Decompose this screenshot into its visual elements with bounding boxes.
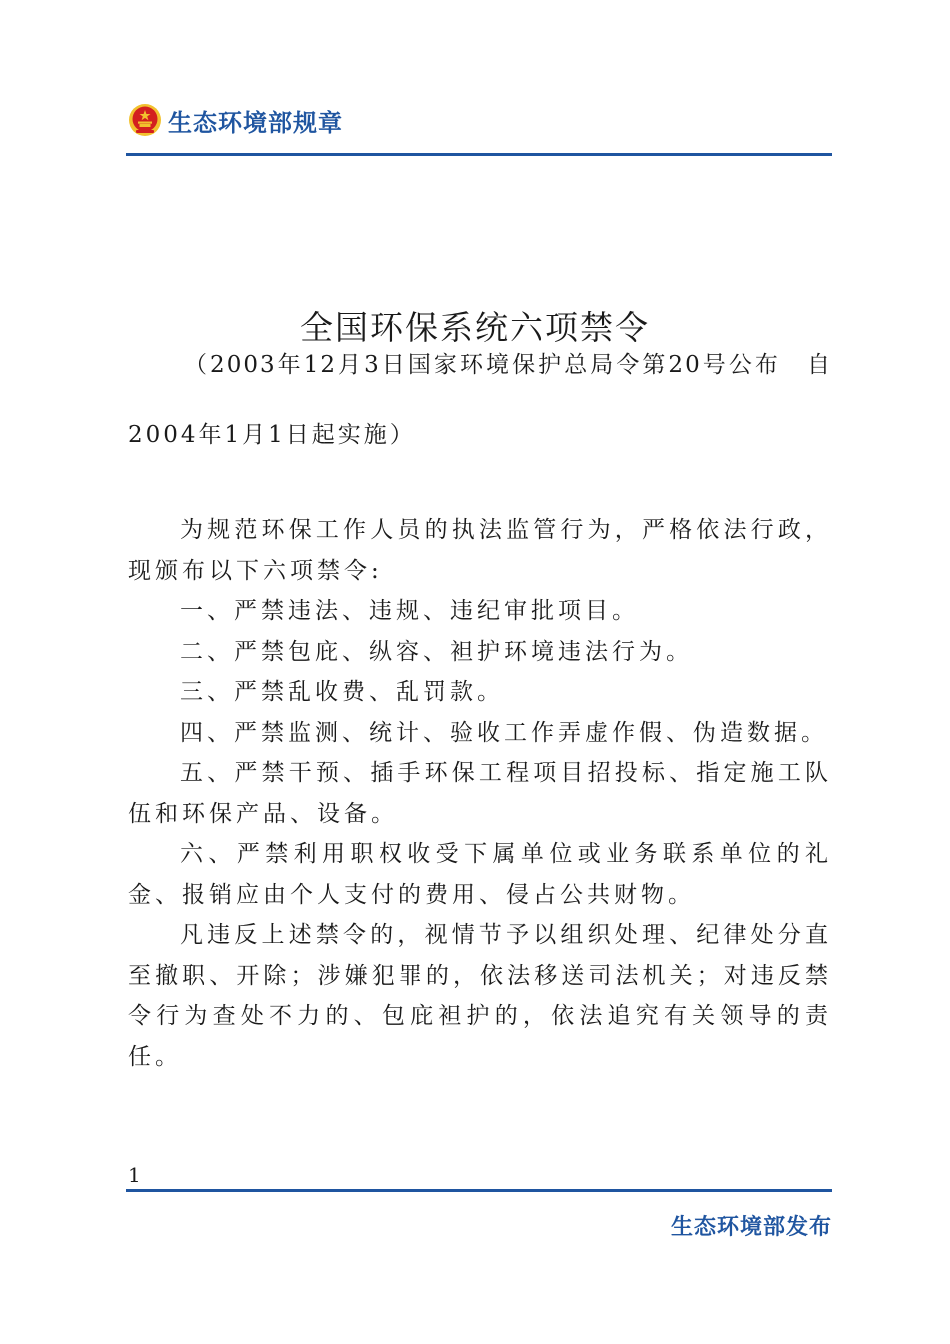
- prohibition-item: 三、严禁乱收费、乱罚款。: [180, 679, 504, 705]
- document-body: [128, 510, 832, 1077]
- penalty-paragraph: 凡违反上述禁令的，视情节予以组织处理、纪律处分直至撤职、开除；涉嫌犯罪的，依法移送司法机关；对违反禁令行为查处不力的、包庇袒护的，依法追究有关领导的责任。: [128, 922, 832, 1070]
- prohibition-item: 五、严禁干预、插手环保工程项目招投标、指定施工队伍和环保产品、设备。: [128, 760, 832, 827]
- header-title: 生态环境部规章: [168, 108, 343, 137]
- prohibition-item: 四、严禁监测、统计、验收工作弄虚作假、伪造数据。: [180, 719, 828, 746]
- national-emblem-icon: [128, 103, 162, 137]
- document-title: 全国环保系统六项禁令: [300, 308, 650, 348]
- footer-publisher: 生态环境部发布: [670, 1215, 832, 1240]
- prohibition-item: 六、严禁利用职权收受下属单位或业务联系单位的礼金、报销应由个人支付的费用、侵占公共财物。: [128, 841, 832, 908]
- prohibition-item: 一、严禁违法、违规、违纪审批项目。: [180, 598, 639, 624]
- subtitle-line-1: （2003年12月3日国家环境保护总局令第20号公布 自: [184, 352, 832, 378]
- page-header: [128, 98, 343, 142]
- header-rule: [126, 153, 832, 156]
- page-number: 1: [128, 1163, 141, 1187]
- footer-rule: [126, 1189, 832, 1192]
- prohibition-item: 二、严禁包庇、纵容、袒护环境违法行为。: [180, 638, 693, 665]
- subtitle-line-2: 2004年1月1日起实施）: [128, 422, 416, 448]
- intro-paragraph: 为规范环保工作人员的执法监管行为，严格依法行政，现颁布以下六项禁令:: [128, 517, 832, 584]
